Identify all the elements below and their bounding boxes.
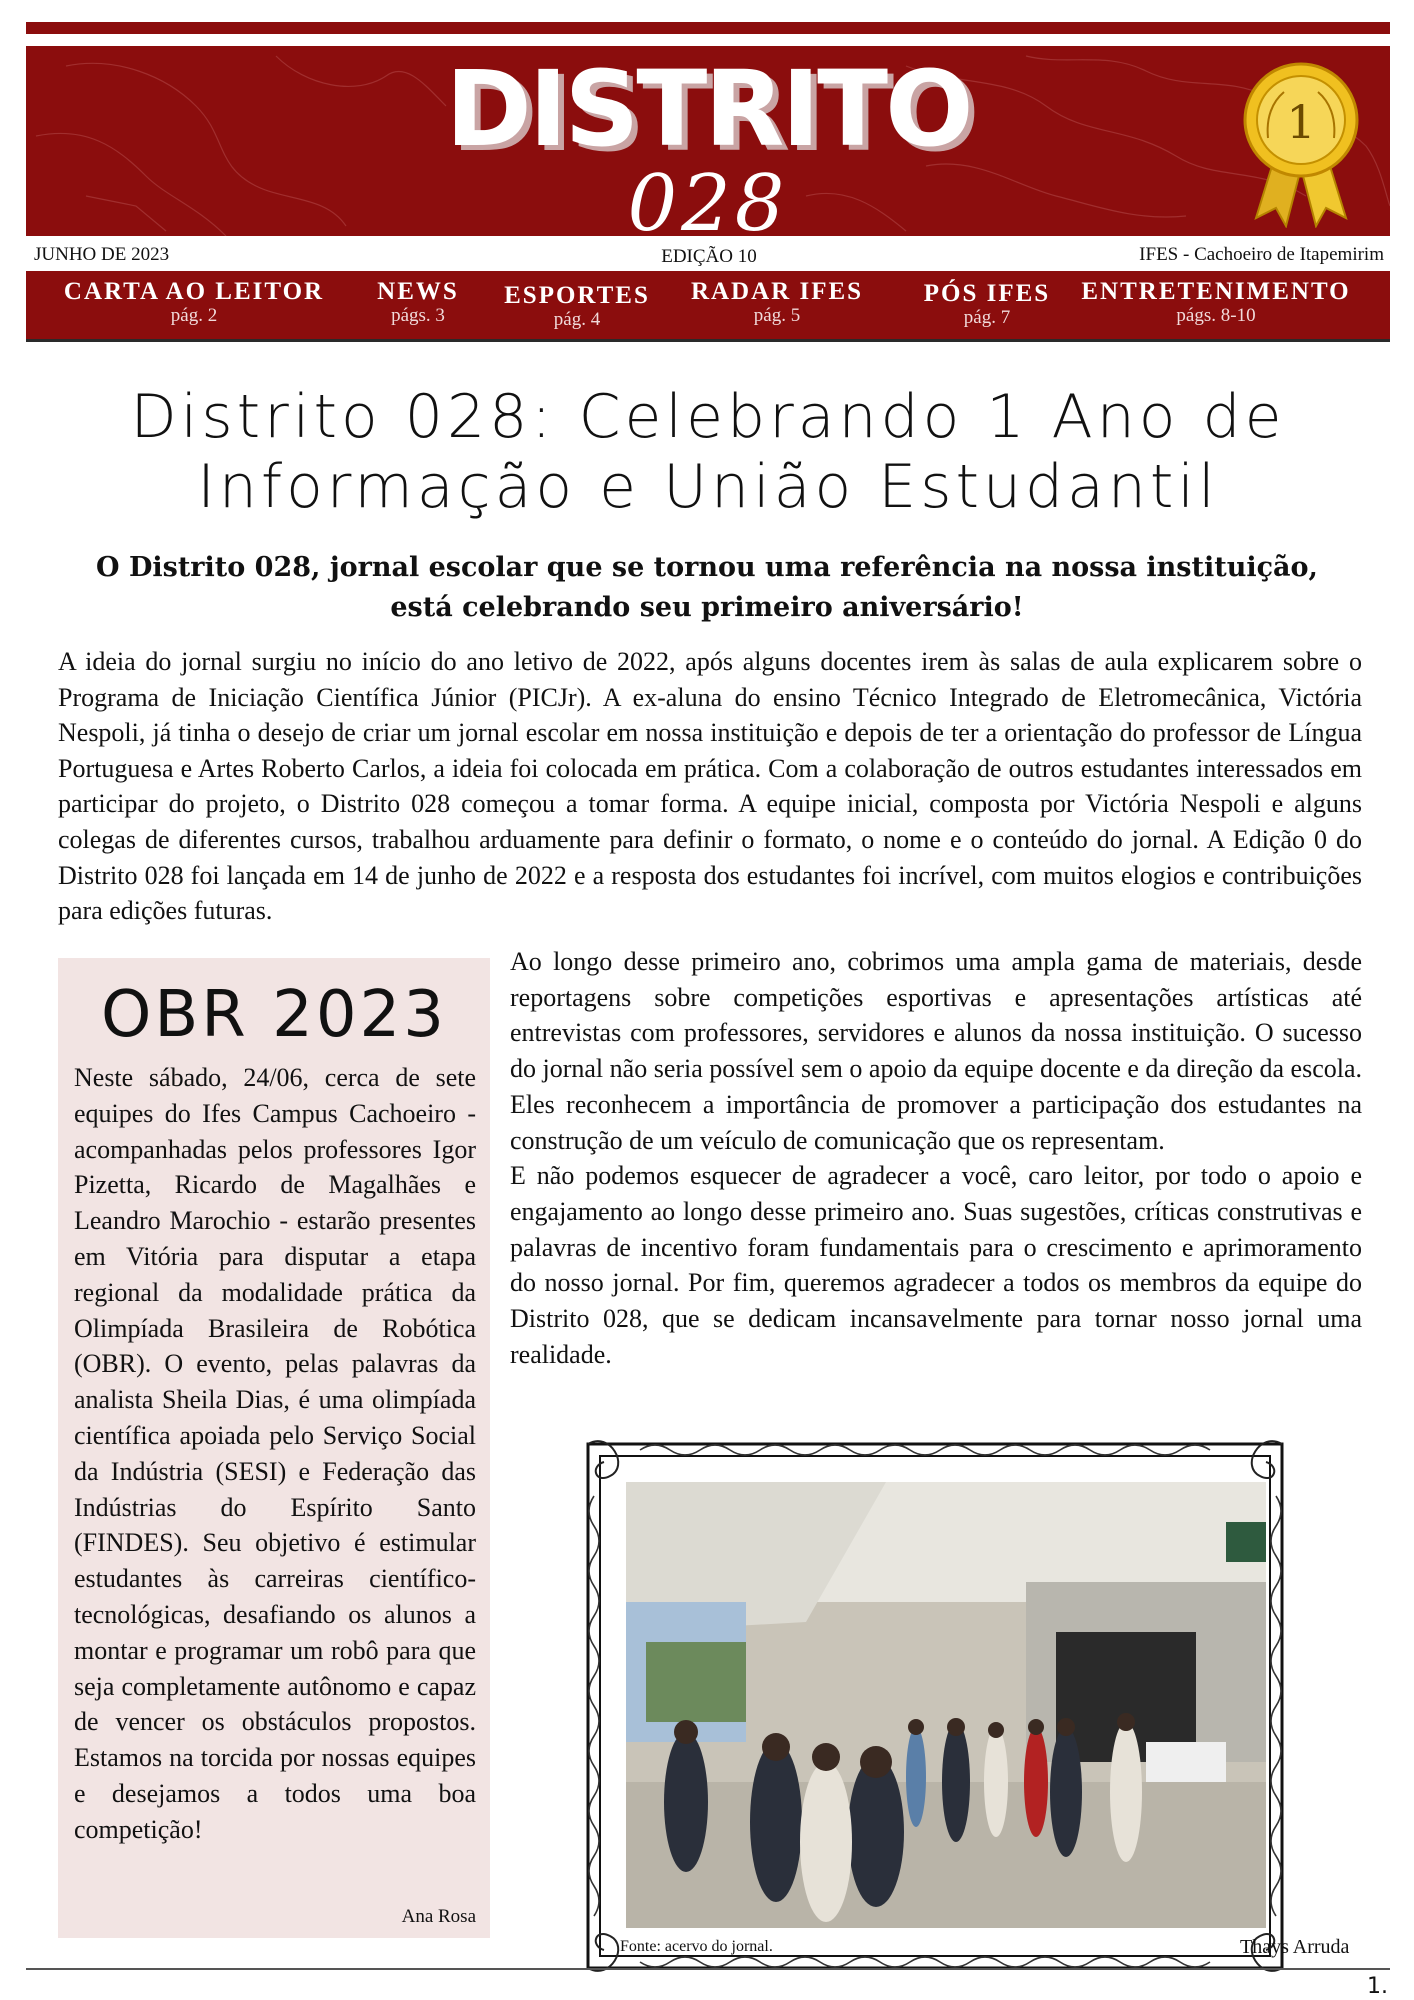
nav-item-title: NEWS [377,278,459,305]
issue-info-bar [34,244,1384,266]
nav-item-page: pág. 5 [753,305,801,326]
nav-item-page: págs. 3 [391,305,445,326]
medal-number: 1 [1286,95,1316,149]
obr-title: OBR 2023 [101,978,447,1052]
obr-author: Ana Rosa [401,1906,476,1927]
nav-item-title: ESPORTES [504,282,650,309]
masthead [26,46,1390,236]
nav-item-radar-ifes[interactable] [662,279,892,327]
nav-item-esportes[interactable] [482,283,672,331]
headline-line-1: Distrito 028: Celebrando 1 Ano de [130,382,1286,452]
article-subhead [80,548,1334,628]
article-intro-paragraph: A ideia do jornal surgiu no início do ano letivo de 2022, após alguns docentes irem às salas de aula explicarem sobre o Programa de Iniciação Científica Júnior (PICJr). A ex-aluna do ensino Técnico Integrado de Eletromecânica, Victória Nespoli, já tinha o desejo de criar um jornal escolar em nossa instituição e depois de ter a orientação do professor de Língua Portuguesa e Artes Roberto Carlos, a ideia foi colocada em prática. Com a colaboração de outros estudantes interessados em participar do projeto, o Distrito 028 começou a tomar forma. A equipe inicial, composta por Victória Nespoli e alguns colegas de diferentes cursos, trabalhou arduamente para definir o formato, o nome e o conteúdo do jornal. A Edição 0 do Distrito 028 foi lançada em 14 de junho de 2022 e a resposta dos estudantes foi incrível, com muitos elogios e contribuições para edições futuras. [58,647,1362,926]
nav-item-title: CARTA AO LEITOR [63,278,325,305]
nav-item-page: pág. 4 [553,309,601,330]
event-photo [626,1482,1266,1928]
nav-item-entretenimento[interactable] [1066,279,1366,327]
article-headline [26,382,1390,522]
photo-caption: Fonte: acervo do jornal. [620,1938,773,1955]
issue-institution: IFES - Cachoeiro de Itapemirim [1139,244,1384,265]
article-paragraph-2: Ao longo desse primeiro ano, cobrimos uma ampla gama de materiais, desde reportagens sobre competições esportivas e apresentações artísticas até entrevistas com professores, servidores e alunos da nossa instituição. O sucesso do jornal não seria possível sem o apoio da equipe docente e da direção da escola. Eles reconhecem a importância de promover a participação dos estudantes na construção de um veículo de comunicação que os representam. [510,947,1362,1155]
obr-sidebar-box [58,958,490,1938]
subhead-line-1: O Distrito 028, jornal escolar que se tornou uma referência na nossa instituição, [96,552,1318,583]
issue-edition: EDIÇÃO 10 [661,246,757,267]
masthead-number: 028 [627,159,789,236]
nav-item-news[interactable] [348,279,488,327]
nav-item-title: ENTRETENIMENTO [1081,278,1351,305]
nav-item-title: PÓS IFES [923,280,1051,307]
nav-item-carta-ao-leitor[interactable] [44,279,344,327]
masthead-title: DISTRITO [445,48,971,170]
section-nav [26,271,1390,342]
nav-item-page: págs. 8-10 [1176,305,1256,326]
article-paragraph-3: E não podemos esquecer de agradecer a você, caro leitor, por todo o apoio e engajamento ao longo desse primeiro ano. Suas sugestões, críticas construtivas e palavras de incentivo foram fundamentais para o crescimento e aprimoramento do nosso jornal. Por fim, queremos agradecer a todos os membros da equipe do Distrito 028, que se dedicam incansavelmente para tornar nosso jornal uma realidade. [510,1161,1362,1369]
article-column-right [510,944,1362,1372]
photo-credit: Thays Arruda [1240,1936,1350,1958]
nav-item-page: pág. 2 [170,305,218,326]
page-number: 1. [1367,1974,1388,1999]
nav-item-title: RADAR IFES [690,278,864,305]
nav-item-pos-ifes[interactable] [892,281,1082,329]
obr-text: Neste sábado, 24/06, cerca de sete equipes do Ifes Campus Cachoeiro - acompanhadas pelos professores Igor Pizetta, Ricardo de Magalhães e Leandro Marochio - estarão presentes em Vitória para disputar a etapa regional da modalidade prática da Olimpíada Brasileira de Robótica (OBR). O evento, pelas palavras da analista Sheila Dias, é uma olimpíada científica apoiada pelo Serviço Social da Indústria (SESI) e Federação das Indústrias do Espírito Santo (FINDES). Seu objetivo é estimular estudantes às carreiras científico-tecnológicas, desafiando os alunos a montar e programar um robô para que seja completamente autônomo e capaz de vencer os obstáculos propostos. Estamos na torcida por nossas equipes e desejamos a todos uma boa competição! [74,1063,476,1844]
nav-item-page: pág. 7 [963,307,1011,328]
top-rule [26,22,1390,34]
award-medal-icon [1236,58,1366,228]
headline-line-2: Informação e União Estudantil [197,452,1219,522]
issue-date: JUNHO DE 2023 [34,244,170,265]
footer-rule [26,1968,1390,1970]
subhead-line-2: está celebrando seu primeiro aniversário! [390,592,1024,623]
